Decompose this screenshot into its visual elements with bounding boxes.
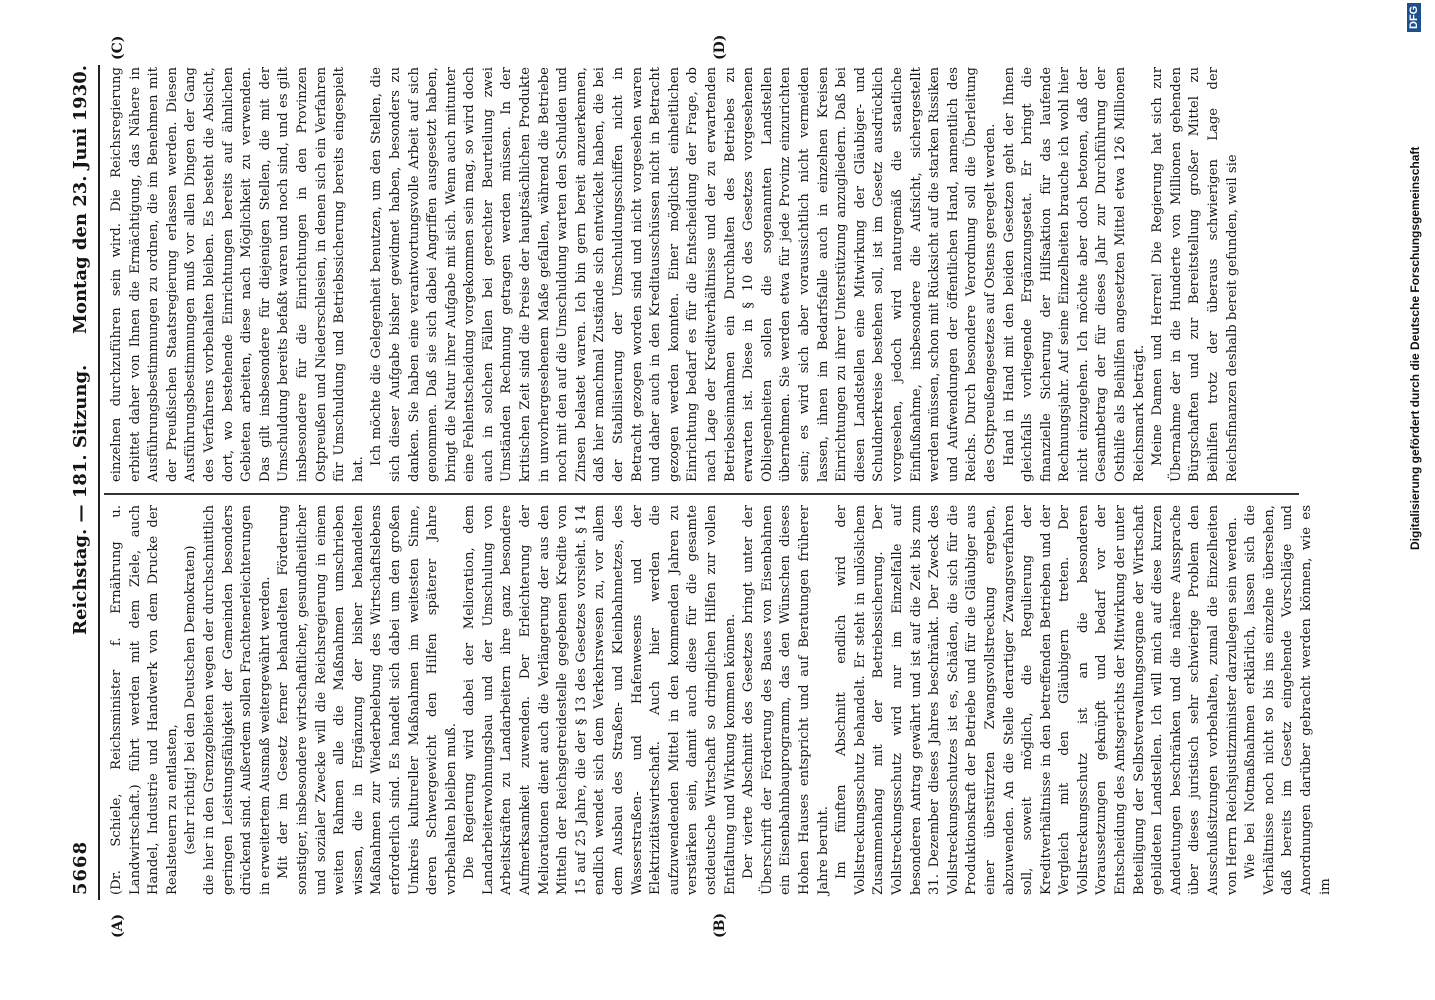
paragraph: (Dr. Schiele, Reichsminister f. Ernährung u. Landwirtschaft.) führt werden mit dem Ziele, auch Handel, Industrie und Handwerk von dem Drucke der Realsteuern zu entlasten,: [109, 505, 180, 895]
left-text-column: [108, 505, 1333, 895]
paragraph: Im fünften Abschnitt endlich wird der Vollstreckungsschutz behandelt. Er steht in unlöslichem Zusammenhang mit der Betriebssicherung. Der Vollstreckungsschutz wird nur im Einzelfalle auf besonderen Antrag gewährt und ist auf die Zeit bis zum 31. Dezember dieses Jahres beschränkt. Der Zweck des Vollstreckungsschutzes ist es, Schäden, die sich für die Produktionskraft der Betriebe und für die Gläubiger aus einer überstürzten Zwangsvollstreckung ergeben, abzuwenden. An die Stelle derartiger Zwangsverfahren soll, soweit möglich, die Regulierung der Kreditverhältnisse in den betreffenden Betrieben und der Vergleich mit den Gläubigern treten. Der Vollstreckungsschutz ist an die besonderen Voraussetzungen geknüpft und bedarf vor der Entscheidung des Amtsgerichts der Mitwirkung der unter Beteiligung der Selbstverwaltungsorgane der Wirtschaft gebildeten Landstellen. Ich will mich auf diese kurzen Andeutungen beschränken und die nähere Aussprache über dieses juristisch sehr schwierige Problem den Ausschußsitzungen vorbehalten, zumal die Einzelheiten von Herrn Reichsjustizminister darzulegen sein werden.: [834, 505, 1240, 895]
right-text-column: [108, 67, 1298, 482]
column-divider: [104, 494, 1299, 496]
dfg-logo: DFG: [1407, 3, 1421, 32]
paragraph: einzelnen durchzuführen sein wird. Die Reichsregierung erbittet daher von Ihnen die Ermächtigung, das Nähere in Ausführungsbestimmungen zu ordnen, die im Benehmen mit der Preußischen Staatsregierung erlassen werden. Diesen Ausführungsbestimmungen muß vor allen Dingen der Gang des Verfahrens vorbehalten bleiben. Es besteht die Absicht, dort, wo bestehende Einrichtungen bereits auf ähnlichen Gebieten arbeiten, diese nach Möglichkeit zu verwenden. Das gilt insbesondere für diejenigen Stellen, die mit der Umschuldung bereits befaßt waren und noch sind, und es gilt insbesondere für die Einrichtungen in den Provinzen Ostpreußen und Niederschlesien, in denen sich ein Verfahren für Umschuldung und Betriebssicherung bereits eingespielt hat.: [109, 67, 366, 482]
margin-mark-b: (B): [712, 912, 728, 938]
paragraph: Meine Damen und Herren! Die Regierung hat sich zur Übernahme der in die Hunderte von Millionen gehenden Bürgschaften und zur Bereitstellung großer Mittel zu Beihilfen trotz der überaus schwierigen Lage der Reichsfinanzen deshalb bereit gefunden, weil sie: [1150, 67, 1240, 482]
paragraph: die hier in den Grenzgebieten wegen der durchschnittlich geringen Leistungsfähigkeit der Gemeinden besonders drückend sind. Außerdem sollen Frachtenerleichterungen in erweitertem Ausmaß weitergewährt werden.: [201, 505, 273, 895]
paragraph: Der vierte Abschnitt des Gesetzes bringt unter der Überschrift der Förderung des Baues von Eisenbahnen ein Eisenbahnbauprogramm, das den Wünschen dieses Hohen Hauses entspricht und auf Beratungen früherer Jahre beruht.: [741, 505, 831, 895]
session-title: Reichstag. — 181. Sitzung.: [70, 364, 91, 635]
credit-label: Digitalisierung gefördert durch die Deutsche Forschungsgemeinschaft: [1408, 146, 1422, 550]
session-date: Montag den 23. Juni 1930.: [70, 65, 91, 334]
paragraph: (sehr richtig! bei den Deutschen Demokraten): [183, 545, 199, 855]
paragraph: Mit der im Gesetz ferner behandelten Förderung sonstiger, insbesondere wirtschaftlicher, gesundheitlicher und sozialer Zwecke will die Reichsregierung in einem weiten Rahmen alle die Maßnahmen umschrieben wissen, die in Ergänzung der bisher behandelten Maßnahmen zur Wiederbelebung des Wirtschaftslebens erforderlich sind. Es handelt sich dabei um den großen Umkreis kultureller Maßnahmen im weitesten Sinne, deren Schwergewicht den Hilfen späterer Jahre vorbehalten bleiben muß.: [276, 505, 459, 895]
margin-mark-c: (C): [110, 35, 126, 60]
paragraph: Hand in Hand mit den beiden Gesetzen geht der Ihnen gleichfalls vorliegende Ergänzungsetat. Er bringt die finanzielle Sicherung der Hilfsaktion für das laufende Rechnungsjahr. Auf seine Einzelheiten brauche ich wohl hier nicht einzugehen. Ich möchte aber doch betonen, daß der Gesamtbetrag der für dieses Jahr zur Durchführung der Osthilfe als Beihilfen angesetzten Mittel etwa 126 Millionen Reichsmark beträgt.: [1001, 67, 1147, 482]
margin-mark-a: (A): [110, 913, 126, 938]
paragraph: Die Regierung wird dabei der Melioration, dem Landarbeiterwohnungsbau und der Umschulung von Arbeitskräften zu Landarbeitern ihre ganz besondere Aufmerksamkeit zuwenden. Der Erleichterung der Meliorationen dient auch die Verlängerung der aus den Mitteln der Reichsgetreidestelle gegebenen Kredite von 15 auf 25 Jahre, die der § 13 des Gesetzes vorsieht. § 14 endlich wendet sich dem Verkehrswesen zu, vor allem dem Ausbau des Straßen- und Kleinbahnnetzes, des Wasserstraßen- und Hafenwesens und der Elektrizitätswirtschaft. Auch hier werden die aufzuwendenden Mittel in den kommenden Jahren zu verstärken sein, damit auch diese für die gesamte ostdeutsche Wirtschaft so dringlichen Hilfen zur vollen Entfaltung und Wirkung kommen können.: [462, 505, 738, 895]
margin-mark-d: (D): [712, 34, 728, 60]
paragraph: Ich möchte die Gelegenheit benutzen, um den Stellen, die sich dieser Aufgabe bisher gewidmet haben, besonders zu danken. Sie haben eine verantwortungsvolle Arbeit auf sich genommen. Daß sie sich dabei Angriffen ausgesetzt haben, bringt die Natur ihrer Aufgabe mit sich. Wenn auch mitunter eine Fehlentscheidung vorgekommen sein mag, so wird doch auch in solchen Fällen bei gerechter Beurteilung zwei Umständen Rechnung getragen werden müssen. In der kritischen Zeit sind die Preise der hauptsächlichen Produkte in unvorhergesehenem Maße gefallen, während die Betriebe noch mit den auf die Umschuldung warten den Schulden und Zinsen belastet waren. Ich bin gern bereit anzuerkennen, daß hier manchmal Zustände sich entwickelt haben, die bei der Stabilisierung der Umschuldungsschiffen nicht in Betracht gezogen worden sind und nicht vorgesehen waren und daher auch in den Kreditausschüssen nicht in Betracht gezogen werden konnten. Einer möglichst einheitlichen Einrichtung bedarf es für die Entscheidung der Frage, ob nach Lage der Kreditverhältnisse und der zu erwartenden Betriebseinnahmen ein Durchhalten des Betriebes zu erwarten ist. Diese in § 10 des Gesetzes vorgesehenen Obliegenheiten sollen die sogenannten Landstellen übernehmen. Sie werden etwa für jede Provinz einzurichten sein; es wird sich aber voraussichtlich nicht vermeiden lassen, ihnen im Bedarfsfalle auch in einzelnen Kreisen Einrichtungen zu ihrer Unterstützung anzugliedern. Daß bei diesen Landstellen eine Mitwirkung der Gläubiger- und Schuldnerkreise bestehen soll, ist im Gesetz ausdrücklich vorgesehen, jedoch wird naturgemäß die staatliche Einflußnahme, insbesondere die Aufsicht, sichergestellt werden müssen, schon mit Rücksicht auf die starken Rissiken und Aufwendungen der öffentlichen Hand, namentlich des Reichs. Durch besondere Verordnung soll die Überleitung des Ostpreußengesetzes auf Ostens geregelt werden.: [369, 67, 998, 482]
header-rule: [98, 65, 100, 900]
page-number: 5668: [70, 840, 91, 895]
digitization-credit: [1395, 5, 1435, 1000]
paragraph: Wie bei Notmaßnahmen erklärlich, lassen sich die Verhältnisse noch nicht so bis ins einzelne übersehen, daß bereits im Gesetz eingehende Vorschläge und Anordnungen darüber gebracht werden können, wie es im: [1243, 505, 1333, 895]
